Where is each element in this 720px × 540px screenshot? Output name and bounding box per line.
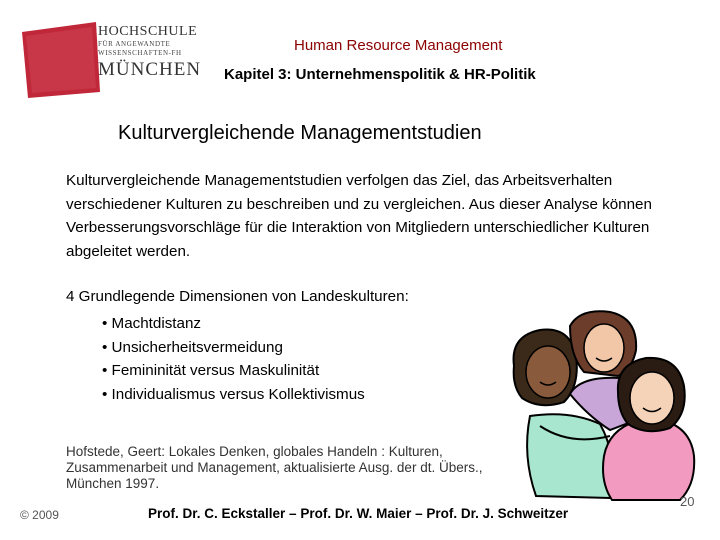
- page-number: 20: [680, 494, 695, 509]
- dimension-item-unsicherheitsvermeidung: • Unsicherheitsvermeidung: [102, 338, 283, 356]
- dimensions-list: [102, 312, 365, 406]
- footer-authors: Prof. Dr. C. Eckstaller – Prof. Dr. W. Maier – Prof. Dr. J. Schweitzer: [148, 506, 569, 521]
- literature-reference: Hofstede, Geert: Lokales Denken, globales Handeln : Kulturen, Zusammenarbeit und Management, aktualisierte Ausg. der dt. Übers., München 1997.: [66, 444, 483, 491]
- copyright: © 2009: [20, 508, 59, 522]
- logo-line-muenchen: MÜNCHEN: [98, 59, 202, 80]
- dimension-item-femininitaet: • Femininität versus Maskulinität: [102, 362, 320, 379]
- logo-text: [98, 24, 208, 81]
- dimensions-heading: 4 Grundlegende Dimensionen von Landeskulturen:: [66, 288, 409, 305]
- logo-mark-icon: [18, 18, 108, 102]
- dimension-item-individualismus: • Individualismus versus Kollektivismus: [102, 385, 365, 403]
- logo-line-angewandte: FÜR ANGEWANDTE: [98, 40, 171, 48]
- header-title: Human Resource Management: [294, 37, 503, 54]
- logo-line-hochschule: HOCHSCHULE: [98, 24, 198, 39]
- dimension-item-machtdistanz: • Machtdistanz: [102, 315, 202, 332]
- logo-line-wissenschaften: WISSENSCHAFTEN-FH: [98, 49, 182, 57]
- header-chapter: Kapitel 3: Unternehmenspolitik & HR-Politik: [224, 66, 536, 83]
- intro-paragraph: Kulturvergleichende Managementstudien verfolgen das Ziel, das Arbeitsverhalten verschiedener Kulturen zu beschreiben und zu vergleichen. Aus dieser Analyse können Verbesserungsvorschläge für die Interaktion von Mitgliedern unterschiedlicher Kulturen abgeleitet werden.: [66, 172, 652, 260]
- slide-title: Kulturvergleichende Managementstudien: [118, 122, 482, 144]
